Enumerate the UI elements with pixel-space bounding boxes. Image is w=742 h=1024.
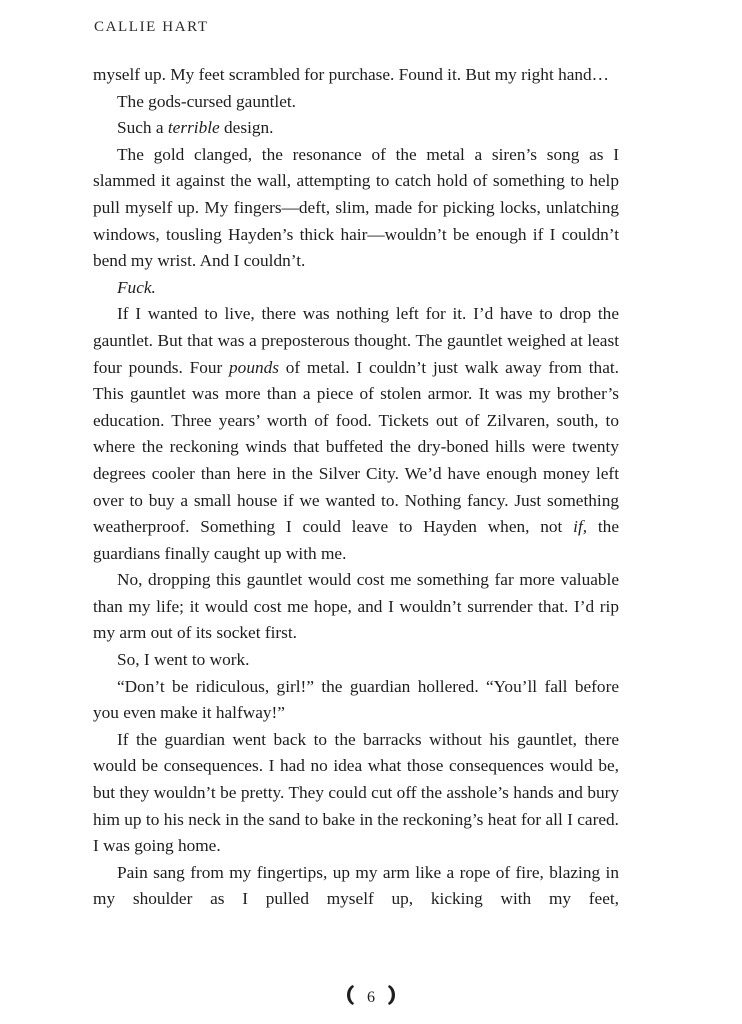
text-run: of metal. I couldn’t just walk away from that. This gauntlet was more than a piece of stolen armor. It was my brother’s education. Three years’ worth of food. Tickets out of Zilvaren, south, to where the reckoning winds that buffeted the dry-boned hills were twenty degrees cooler than here in the Silver City. We’d have enough money left over to buy a small house if we wanted to. Nothing fancy. Just something weatherproof. Something I could leave to Hayden when, not: [93, 357, 619, 537]
text-run: So, I went to work.: [117, 650, 250, 670]
right-ornament-icon: [387, 984, 398, 1011]
paragraph: [93, 301, 619, 567]
page-folio: [0, 984, 742, 1011]
italic-run: pounds: [229, 357, 279, 377]
paragraph: [93, 89, 619, 116]
text-run: The gold clanged, the resonance of the metal a siren’s song as I slammed it against the wall, attempting to catch hold of something to help pull myself up. My fingers—deft, slim, made for picking locks, unlatching windows, tousling Hayden’s thick hair—wouldn’t be enough if I couldn’t bend my wrist. And I couldn’t.: [93, 144, 619, 271]
paragraph: [93, 115, 619, 142]
left-ornament-icon: [344, 984, 355, 1011]
text-run: If I wanted to live, there was nothing left for it. I’d have to drop the gauntlet. But that was a preposterous thought. The gauntlet weighed at least four pounds. Four: [93, 304, 619, 377]
paragraph: [93, 727, 619, 860]
paragraph: [93, 142, 619, 275]
text-run: No, dropping this gauntlet would cost me something far more valuable than my life; it would cost me hope, and I wouldn’t surrender that. I’d rip my arm out of its socket first.: [93, 570, 619, 643]
body-text: [93, 62, 619, 913]
text-run: If the guardian went back to the barracks without his gauntlet, there would be consequences. I had no idea what those consequences would be, but they wouldn’t be pretty. They could cut off the asshole’s hands and bury him up to his neck in the sand to bake in the reckoning’s heat for all I cared. I was going home.: [93, 729, 619, 856]
text-run: The gods-cursed gauntlet.: [117, 91, 296, 111]
running-head: CALLIE HART: [94, 19, 209, 35]
text-run: the guardians finally caught up with me.: [93, 517, 619, 563]
paragraph: [93, 647, 619, 674]
text-run: “Don’t be ridiculous, girl!” the guardian hollered. “You’ll fall before you even make it halfway!”: [93, 676, 619, 723]
paragraph: [93, 674, 619, 727]
paragraph: [93, 860, 619, 913]
paragraph: [93, 62, 619, 89]
page-number: 6: [367, 988, 375, 1006]
paragraph: [93, 275, 619, 302]
text-run: Such a: [117, 118, 168, 138]
italic-run: if,: [573, 517, 588, 537]
italic-run: Fuck.: [117, 277, 156, 297]
text-run: myself up. My feet scrambled for purchase. Found it. But my right hand…: [93, 65, 609, 84]
text-run: design.: [219, 118, 274, 138]
paragraph: [93, 567, 619, 647]
italic-run: terrible: [167, 118, 220, 138]
text-run: Pain sang from my fingertips, up my arm like a rope of fire, blazing in my shoulder as I pulled myself up, kicking with my feet,: [93, 862, 619, 909]
